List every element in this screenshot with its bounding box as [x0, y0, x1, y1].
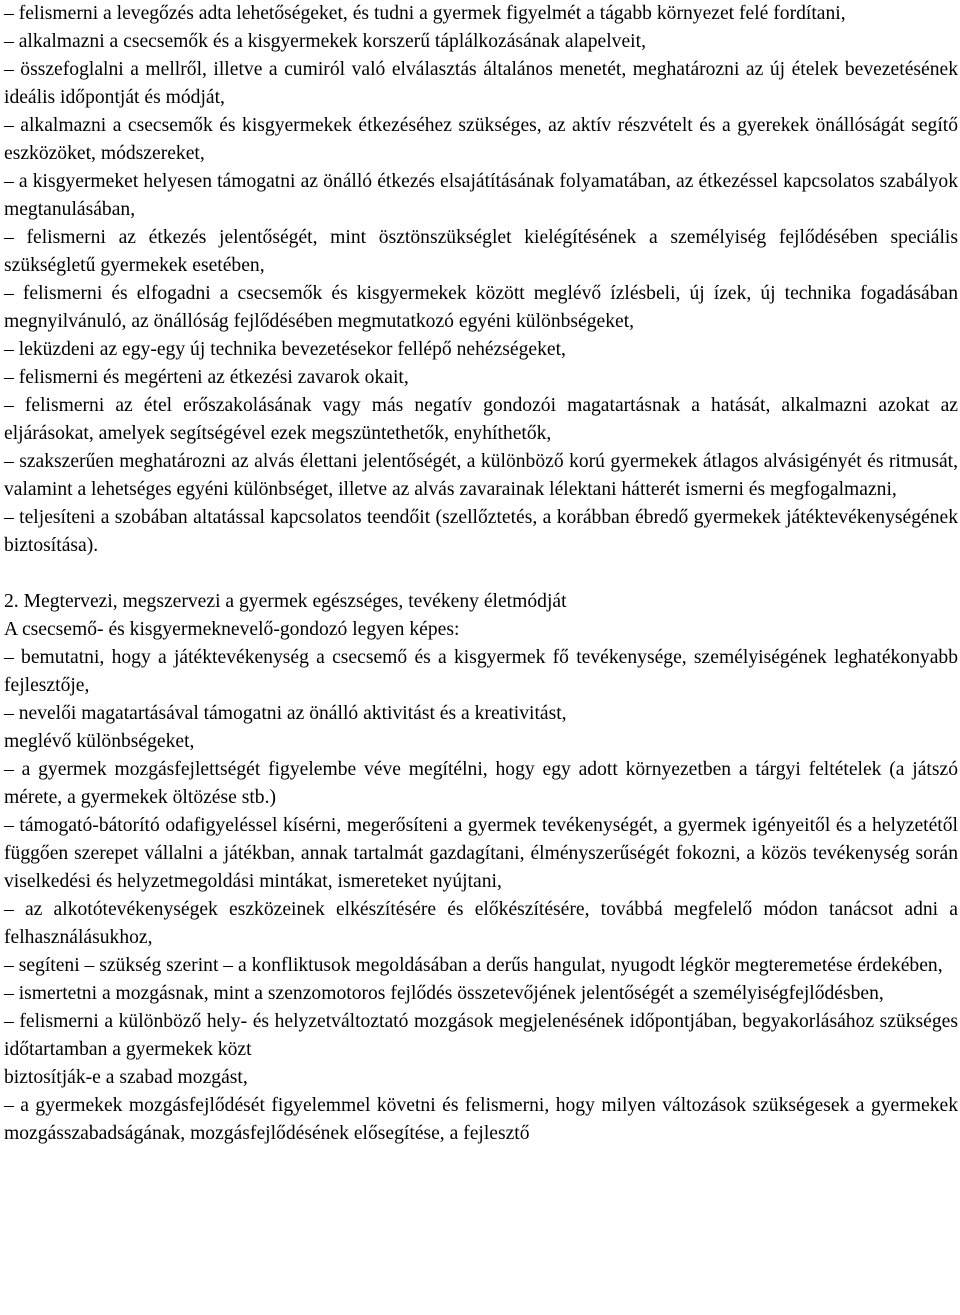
list-item: meglévő különbségeket, — [4, 731, 195, 752]
list-item: – alkalmazni a csecsemők és kisgyermekek étkezéséhez szükséges, az aktív részvételt és a gyerekek önállóságát segítő eszközöket, módszereket, — [4, 115, 958, 164]
list-item: – az alkotótevékenységek eszközeinek elkészítésére és előkészítésére, továbbá megfelelő módon tanácsot adni a felhasználásukhoz, — [4, 899, 958, 948]
list-item: – szakszerűen meghatározni az alvás élettani jelentőségét, a különböző korú gyermekek átlagos alvásigényét és ritmusát, valamint a lehetséges egyéni különbséget, illetve az alvás zavarainak lélektani hátterét ismerni és megfogalmazni, — [4, 451, 958, 500]
list-item: – nevelői magatartásával támogatni az önálló aktivitást és a kreativitást, — [4, 703, 567, 724]
list-item: – segíteni – szükség szerint – a konfliktusok megoldásában a derűs hangulat, nyugodt légkör megteremetése érdekében, — [4, 955, 943, 976]
list-item: – a gyermekek mozgásfejlődését figyelemmel követni és felismerni, hogy milyen változások szükségesek a gyermekek mozgásszabadságának, mozgásfejlődésének elősegítése, a fejlesztő — [4, 1095, 958, 1144]
list-item: – összefoglalni a mellről, illetve a cumiról való elválasztás általános menetét, meghatározni az új ételek bevezetésének ideális időpontját és módját, — [4, 59, 958, 108]
list-item: – támogató-bátorító odafigyeléssel kísérni, megerősíteni a gyermek tevékenységét, a gyermek igényeitől és a helyzetétől függően szerepet vállalni a játékban, annak tartalmát gazdagítani, élményszerűségét fokozni, a közös tevékenység során viselkedési és helyzetmegoldási mintákat, ismereteket nyújtani, — [4, 815, 958, 892]
list-item: – felismerni az étkezés jelentőségét, mint ösztönszükséglet kielégítésének a személyiség fejlődésében speciális szükségletű gyermekek esetében, — [4, 227, 958, 276]
list-item: – felismerni a különböző hely- és helyzetváltoztató mozgások megjelenésének időpontjában, begyakorlásához szükséges időtartamban a gyermekek közt — [4, 1011, 958, 1060]
list-item: – felismerni a levegőzés adta lehetőségeket, és tudni a gyermek figyelmét a tágabb környezet felé fordítani, — [4, 3, 846, 24]
paragraph-spacer — [4, 560, 958, 588]
list-item: – a gyermek mozgásfejlettségét figyelembe véve megítélni, hogy egy adott környezetben a tárgyi feltételek (a játszó mérete, a gyermekek öltözése stb.) — [4, 759, 958, 808]
list-item: – felismerni az étel erőszakolásának vagy más negatív gondozói magatartásnak a hatását, alkalmazni azokat az eljárásokat, amelyek segítségével ezek megszüntethetők, enyhíthetők, — [4, 395, 958, 444]
list-item: – felismerni és elfogadni a csecsemők és kisgyermekek között meglévő ízlésbeli, új ízek, új technika fogadásában megnyilvánuló, az önállóság fejlődésében megmutatkozó egyéni különbségeket, — [4, 283, 958, 332]
list-item: – ismertetni a mozgásnak, mint a szenzomotoros fejlődés összetevőjének jelentőségét a személyiségfejlődésben, — [4, 983, 884, 1004]
list-item: – alkalmazni a csecsemők és a kisgyermekek korszerű táplálkozásának alapelveit, — [4, 31, 646, 52]
list-item: – teljesíteni a szobában altatással kapcsolatos teendőit (szellőztetés, a korábban ébredő gyermekek játéktevékenységének biztosítása). — [4, 507, 958, 556]
list-item: – a kisgyermeket helyesen támogatni az önálló étkezés elsajátításának folyamatában, az étkezéssel kapcsolatos szabályok megtanulásában, — [4, 171, 958, 220]
document-page — [4, 0, 958, 1148]
list-item: – leküzdeni az egy-egy új technika bevezetésekor fellépő nehézségeket, — [4, 339, 566, 360]
section-heading: 2. Megtervezi, megszervezi a gyermek egészséges, tevékeny életmódját — [4, 591, 567, 612]
list-item: – felismerni és megérteni az étkezési zavarok okait, — [4, 367, 409, 388]
list-item: – bemutatni, hogy a játéktevékenység a csecsemő és a kisgyermek fő tevékenysége, személyiségének leghatékonyabb fejlesztője, — [4, 647, 958, 696]
section-intro: A csecsemő- és kisgyermeknevelő-gondozó legyen képes: — [4, 619, 460, 640]
list-item: biztosítják-e a szabad mozgást, — [4, 1067, 248, 1088]
